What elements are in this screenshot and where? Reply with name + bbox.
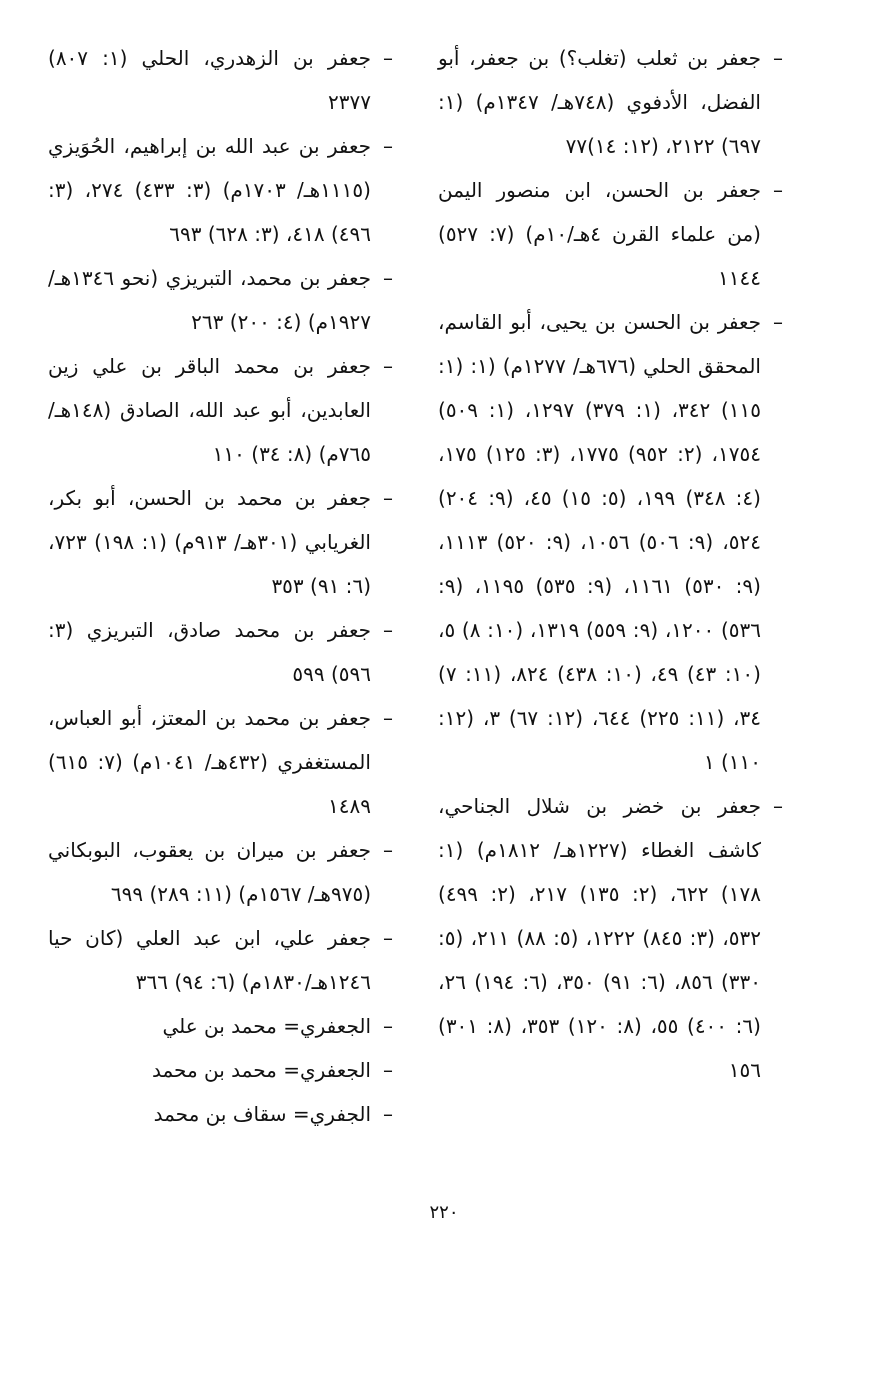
page-number: ٢٢٠ <box>429 1202 459 1223</box>
index-entry: – جعفر بن ميران بن يعقوب، البوبكاني (٩٧٥هـ/ ١٥٦٧م) (١١: ٢٨٩) ٦٩٩ <box>48 828 393 916</box>
index-entry: – الجفري= سقاف بن محمد <box>48 1092 393 1136</box>
index-entry: – الجعفري= محمد بن علي <box>48 1004 393 1048</box>
index-entry: – جعفر بن ثعلب (تغلب؟) بن جعفر، أبو الفضل، الأدفوي (٧٤٨هـ/ ١٣٤٧م) (١: ٦٩٧) ٢١٢٢، (١٢: ١٤)٧٧ <box>438 36 783 168</box>
index-entry: – جعفر بن محمد صادق، التبريزي (٣: ٥٩٦) ٥٩٩ <box>48 608 393 696</box>
index-entry: – جعفر علي، ابن عبد العلي (كان حيا ١٢٤٦هـ/١٨٣٠م) (٦: ٩٤) ٣٦٦ <box>48 916 393 1004</box>
index-entry: – جعفر بن محمد بن المعتز، أبو العباس، المستغفري (٤٣٢هـ/ ١٠٤١م) (٧: ٦١٥) ١٤٨٩ <box>48 696 393 828</box>
index-entry: – جعفر بن خضر بن شلال الجناحي، كاشف الغطاء (١٢٢٧هـ/ ١٨١٢م) (١: ١٧٨) ٦٢٢، (٢: ١٣٥) ٢١٧، (٢: ٤٩٩) ٥٣٢، (٣: ٨٤٥) ١٢٢٢، (٥: ٨٨) ٢١١، (٥: ٣٣٠) ٨٥٦، (٦: ٩١) ٣٥٠، (٦: ١٩٤) ٢٦، (٦: ٤٠٠) ٥٥، (٨: ١٢٠) ٣٥٣، (٨: ٣٠١) ١٥٦ <box>438 784 783 1092</box>
index-column-left <box>48 36 393 1136</box>
index-entry: – جعفر بن محمد بن الحسن، أبو بكر، الغريابي (٣٠١هـ/ ٩١٣م) (١: ١٩٨) ٧٢٣، (٦: ٩١) ٣٥٣ <box>48 476 393 608</box>
index-entry: – الجعفري= محمد بن محمد <box>48 1048 393 1092</box>
index-entry: – جعفر بن الحسن، ابن منصور اليمن (من علماء القرن ٤هـ/١٠م) (٧: ٥٢٧) ١١٤٤ <box>438 168 783 300</box>
index-entry: – جعفر بن محمد، التبريزي (نحو ١٣٤٦هـ/ ١٩٢٧م) (٤: ٢٠٠) ٢٦٣ <box>48 256 393 344</box>
index-entry: – جعفر بن عبد الله بن إبراهيم، الحُوَيزي (١١١٥هـ/ ١٧٠٣م) (٣: ٤٣٣) ٢٧٤، (٣: ٤٩٦) ٤١٨، (٣: ٦٢٨) ٦٩٣ <box>48 124 393 256</box>
index-entry: – جعفر بن الزهدري، الحلي (١: ٨٠٧) ٢٣٧٧ <box>48 36 393 124</box>
index-entry: – جعفر بن محمد الباقر بن علي زين العابدين، أبو عبد الله، الصادق (١٤٨هـ/ ٧٦٥م) (٨: ٣٤) ١١٠ <box>48 344 393 476</box>
index-column-right <box>438 36 783 1092</box>
index-entry: – جعفر بن الحسن بن يحيى، أبو القاسم، المحقق الحلي (٦٧٦هـ/ ١٢٧٧م) (١: (١: ١١٥) ٣٤٢، (١: ٣٧٩) ١٢٩٧، (١: ٥٠٩) ١٧٥٤، (٢: ٩٥٢) ١٧٧٥، (٣: ١٢٥) ١٧٥، (٤: ٣٤٨) ١٩٩، (٥: ١٥) ٤٥، (٩: ٢٠٤) ٥٢٤، (٩: ٥٠٦) ١٠٥٦، (٩: ٥٢٠) ١١١٣، (٩: ٥٣٠) ١١٦١، (٩: ٥٣٥) ١١٩٥، (٩: ٥٣٦) ١٢٠٠، (٩: ٥٥٩) ١٣١٩، (١٠: ٨) ٥، (١٠: ٤٣) ٤٩، (١٠: ٤٣٨) ٨٢٤، (١١: ٧) ٣٤، (١١: ٢٢٥) ٦٤٤، (١٢: ٦٧) ٣، (١٢: ١١٠) ١ <box>438 300 783 784</box>
